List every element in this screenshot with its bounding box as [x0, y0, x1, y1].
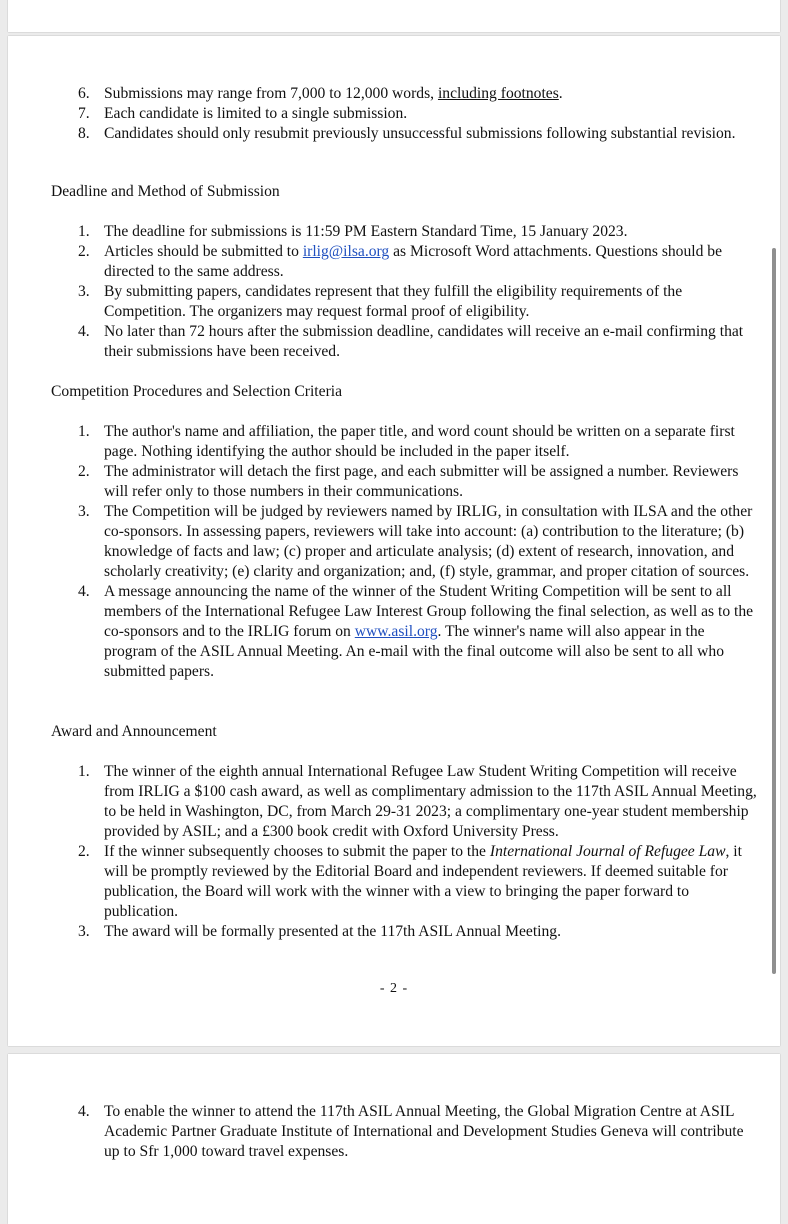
list-item: [78, 582, 758, 682]
underlined-text: including footnotes: [437, 85, 559, 102]
email-link[interactable]: irlig@ilsa.org: [302, 243, 390, 260]
list-item: [78, 1102, 758, 1162]
item-text: as Microsoft Word attachments. Questions should be directed to the same address.: [104, 243, 723, 280]
previous-page-edge: [8, 0, 780, 32]
list-number: 4.: [78, 1103, 90, 1120]
vertical-scrollbar[interactable]: [772, 248, 776, 974]
list-eligibility-continued: [78, 84, 758, 144]
list-item: [78, 242, 758, 282]
item-text: The award will be formally presented at the 117th ASIL Annual Meeting.: [104, 923, 562, 940]
journal-title: International Journal of Refugee Law: [489, 843, 726, 860]
section-heading-deadline: Deadline and Method of Submission: [51, 183, 280, 200]
list-number: 2.: [78, 463, 90, 480]
list-number: 3.: [78, 923, 90, 940]
list-item: [78, 322, 758, 362]
section-heading-procedures: Competition Procedures and Selection Criteria: [51, 383, 343, 400]
item-text: No later than 72 hours after the submission deadline, candidates will receive an e-mail confirming that their submissions have been received.: [104, 323, 744, 360]
item-text: , it will be promptly reviewed by the Editorial Board and independent reviewers. If deemed suitable for publication, the Board will work with the winner with a view to bringing the paper forward to publication.: [104, 843, 742, 920]
list-number: 6.: [78, 85, 90, 102]
list-number: 1.: [78, 763, 90, 780]
item-text: The administrator will detach the first page, and each submitter will be assigned a number. Reviewers will refer only to those numbers in their communications.: [104, 463, 739, 500]
item-text: The deadline for submissions is 11:59 PM Eastern Standard Time, 15 January 2023.: [104, 223, 628, 240]
item-text: .: [558, 85, 563, 102]
list-item: [78, 922, 758, 942]
item-text: If the winner subsequently chooses to submit the paper to the: [104, 843, 490, 860]
list-number: 8.: [78, 125, 90, 142]
list-number: 4.: [78, 323, 90, 340]
item-text: The winner of the eighth annual International Refugee Law Student Writing Competition will receive from IRLIG a $100 cash award, as well as complimentary admission to the 117th ASIL Annual Meeting, to be held in Washington, DC, from March 29-31 2023; a complimentary one-year student membership provided by ASIL; and a £300 book credit with Oxford University Press.: [104, 763, 757, 840]
list-number: 3.: [78, 503, 90, 520]
section-heading-award: Award and Announcement: [51, 723, 217, 740]
item-text: Each candidate is limited to a single submission.: [104, 105, 408, 122]
list-number: 1.: [78, 223, 90, 240]
list-item: [78, 222, 758, 242]
item-text: A message announcing the name of the winner of the Student Writing Competition will be sent to all members of the International Refugee Law Interest Group following the final selection, as well as to the co-sponsors and to the IRLIG forum on: [104, 583, 754, 640]
list-item: [78, 502, 758, 582]
list-item: [78, 124, 758, 144]
item-text: Articles should be submitted to: [104, 243, 303, 260]
list-deadline: [78, 222, 758, 362]
item-text: . The winner's name will also appear in the program of the ASIL Annual Meeting. An e-mail with the final outcome will also be sent to all who submitted papers.: [104, 623, 725, 680]
item-text: To enable the winner to attend the 117th ASIL Annual Meeting, the Global Migration Centre at ASIL Academic Partner Graduate Institute of International and Development Studies Geneva will contribute up to Sfr 1,000 toward travel expenses.: [104, 1103, 744, 1160]
item-text: The Competition will be judged by reviewers named by IRLIG, in consultation with ILSA and the other co-sponsors. In assessing papers, reviewers will take into account: (a) contribution to the literature; (b) knowledge of facts and law; (c) proper and articulate analysis; (d) extent of research, innovation, and scholarly creativity; (e) clarity and organization; and, (f) style, grammar, and proper citation of sources.: [104, 503, 753, 580]
item-text: Submissions may range from 7,000 to 12,000 words,: [104, 85, 438, 102]
item-text: The author's name and affiliation, the paper title, and word count should be written on a separate first page. Nothing identifying the author should be included in the paper itself.: [104, 423, 735, 460]
item-text: By submitting papers, candidates represent that they fulfill the eligibility requirements of the Competition. The organizers may request formal proof of eligibility.: [104, 283, 683, 320]
document-page-3: [8, 1054, 780, 1224]
list-item: [78, 422, 758, 462]
document-page-2: [8, 36, 780, 1046]
list-award-continued: [78, 1102, 758, 1162]
item-text: Candidates should only resubmit previously unsuccessful submissions following substantial revision.: [104, 125, 736, 142]
list-procedures: [78, 422, 758, 682]
website-link[interactable]: www.asil.org: [354, 623, 438, 640]
list-number: 3.: [78, 283, 90, 300]
list-number: 1.: [78, 423, 90, 440]
list-number: 2.: [78, 843, 90, 860]
list-item: [78, 462, 758, 502]
list-award: [78, 762, 758, 942]
list-number: 7.: [78, 105, 90, 122]
list-item: [78, 84, 758, 104]
list-number: 2.: [78, 243, 90, 260]
list-number: 4.: [78, 583, 90, 600]
page-number: - 2 -: [379, 981, 409, 996]
list-item: [78, 842, 758, 922]
list-item: [78, 282, 758, 322]
list-item: [78, 104, 758, 124]
list-item: [78, 762, 758, 842]
